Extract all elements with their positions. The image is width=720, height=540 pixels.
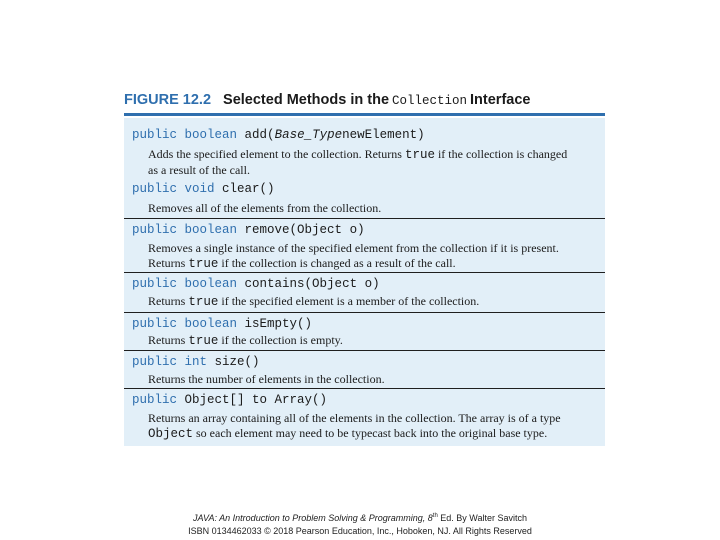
figure-title (124, 92, 530, 112)
method-signature (132, 317, 312, 331)
method-modifier: public boolean (132, 317, 238, 331)
method-name: remove(Object o) (244, 223, 365, 237)
method-description: Removes a single instance of the specified element from the collection if it is present. (148, 241, 559, 255)
method-table (124, 118, 605, 446)
method-description: Returns true if the collection is changed as a result of the call. (148, 256, 456, 271)
footer-book-title: JAVA: An Introduction to Problem Solving & Programming, 8 (192, 513, 433, 523)
method-name: contains(Object o) (244, 277, 380, 291)
method-row-add (124, 118, 605, 218)
figure-number: FIGURE 12.2 (124, 92, 212, 108)
method-modifier: public boolean (132, 128, 238, 142)
method-description: as a result of the call. (148, 163, 250, 177)
figure-title-text: Selected Methods in the (223, 92, 390, 108)
method-name: size() (214, 355, 260, 369)
method-signature (132, 182, 275, 196)
method-description: Returns true if the collection is empty. (148, 333, 343, 348)
method-description: Returns true if the specified element is a member of the collection. (148, 294, 480, 309)
method-name: isEmpty() (244, 317, 313, 331)
method-row-toarray (124, 388, 605, 446)
method-name: add( (244, 128, 275, 142)
method-row-isempty (124, 312, 605, 350)
method-name: clear() (222, 182, 275, 196)
method-signature (132, 223, 365, 237)
footer-copyright: ISBN 0134462033 © 2018 Pearson Education, Inc., Hoboken, NJ. All Rights Reserved (188, 526, 532, 536)
footer-edition-sup: th (432, 513, 438, 519)
method-param-name: newElement (342, 128, 418, 142)
method-row-contains (124, 272, 605, 312)
top-rule (124, 113, 605, 116)
method-signature (132, 128, 425, 142)
method-row-remove (124, 218, 605, 272)
method-row-size (124, 350, 605, 388)
method-description: Returns the number of elements in the collection. (148, 372, 385, 386)
method-signature (132, 277, 380, 291)
method-description: Adds the specified element to the collection. Returns true if the collection is changed (148, 147, 568, 162)
footer-citation (0, 513, 720, 523)
method-name: Object[] to Array() (184, 393, 328, 407)
method-description: Removes all of the elements from the collection. (148, 201, 382, 215)
method-description: Object so each element may need to be typecast back into the original base type. (148, 426, 548, 441)
method-modifier: public void (132, 182, 215, 196)
method-modifier: public boolean (132, 277, 238, 291)
figure-title-suffix: Interface (470, 92, 531, 108)
method-modifier: public int (132, 355, 208, 369)
method-signature (132, 393, 327, 407)
method-modifier: public (132, 393, 178, 407)
footer-edition: Ed. By Walter Savitch (437, 513, 527, 523)
method-signature (132, 355, 260, 369)
method-modifier: public boolean (132, 223, 238, 237)
figure-title-code: Collection (392, 94, 468, 108)
method-close: ) (417, 128, 425, 142)
method-param-type: Base_Type (274, 128, 343, 142)
method-description: Returns an array containing all of the elements in the collection. The array is of a type (148, 411, 561, 425)
